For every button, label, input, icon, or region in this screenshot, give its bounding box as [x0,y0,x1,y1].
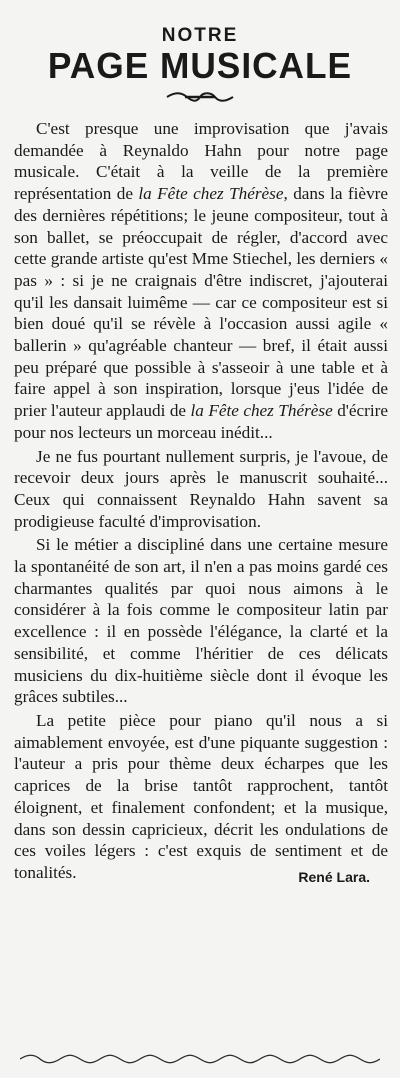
section-kicker: NOTRE [161,25,239,46]
work-title: la Fête chez Thérèse [138,184,284,204]
ornament-divider-top [0,90,400,104]
paragraph-3: Si le métier a discipliné dans une certaine mesure la spontanéité de son art, il n'en a pas moins gardé ces charmantes qualités par quoi nous aimons à le considérer à la fois comme le compositeur latin par excellence : il en possède l'élégance, la clarté et la sensibilité, et comme l'héritier de ces délicats musiciens du dix-huitième siècle dont il évoque les grâces subtiles... [14,535,388,707]
ornament-divider-bottom [0,1054,400,1068]
article-body [14,118,388,888]
page-title: PAGE MUSICALE [47,45,353,86]
paragraph-2: Je ne fus pourtant nullement surpris, je l'avoue, de recevoir deux jours après le manuscrit souhaité... Ceux qui connaissent Reynaldo Hahn savent sa prodigieuse faculté d'improvisation. [14,446,388,531]
author-signature: René Lara. [298,868,370,885]
paragraph-1: C'est presque une improvisation que j'avais demandée à Reynaldo Hahn pour notre page musicale. C'était à la veille de la première représentation de la Fête chez Thérèse, dans la fièvre des dernières répétitions; le jeune compositeur, tout à son ballet, se préoccupait de régler, d'accord avec cette grande artiste qu'est Mme Stiechel, les derniers « pas » : si je ne craignais d'être indiscret, j'ajouterai qu'il les dansait luimême — car ce compositeur est si bien doué qu'il se révèle à l'occasion aussi agile « ballerin » qu'agréable chanteur — bref, il était aussi peu préparé que possible à s'asseoir à une table et à faire appel à son inspiration, lorsque j'eus l'idée de prier l'auteur applaudi de la Fête chez Thérèse d'écrire pour nos lecteurs un morceau inédit... [14,119,389,442]
paragraph-4: La petite pièce pour piano qu'il nous a si aimablement envoyée, est d'une piquante suggestion : l'auteur a pris pour thème deux écharpes que les caprices de la brise tantôt rapprochent, tantôt éloignent, et finalement confondent; et la musique, dans son dessin capricieux, décrit les ondulations de ces voiles légers : c'est exquis de sentiment et de tonalités. [14,710,388,882]
work-title: la Fête chez Thérèse [190,401,333,421]
